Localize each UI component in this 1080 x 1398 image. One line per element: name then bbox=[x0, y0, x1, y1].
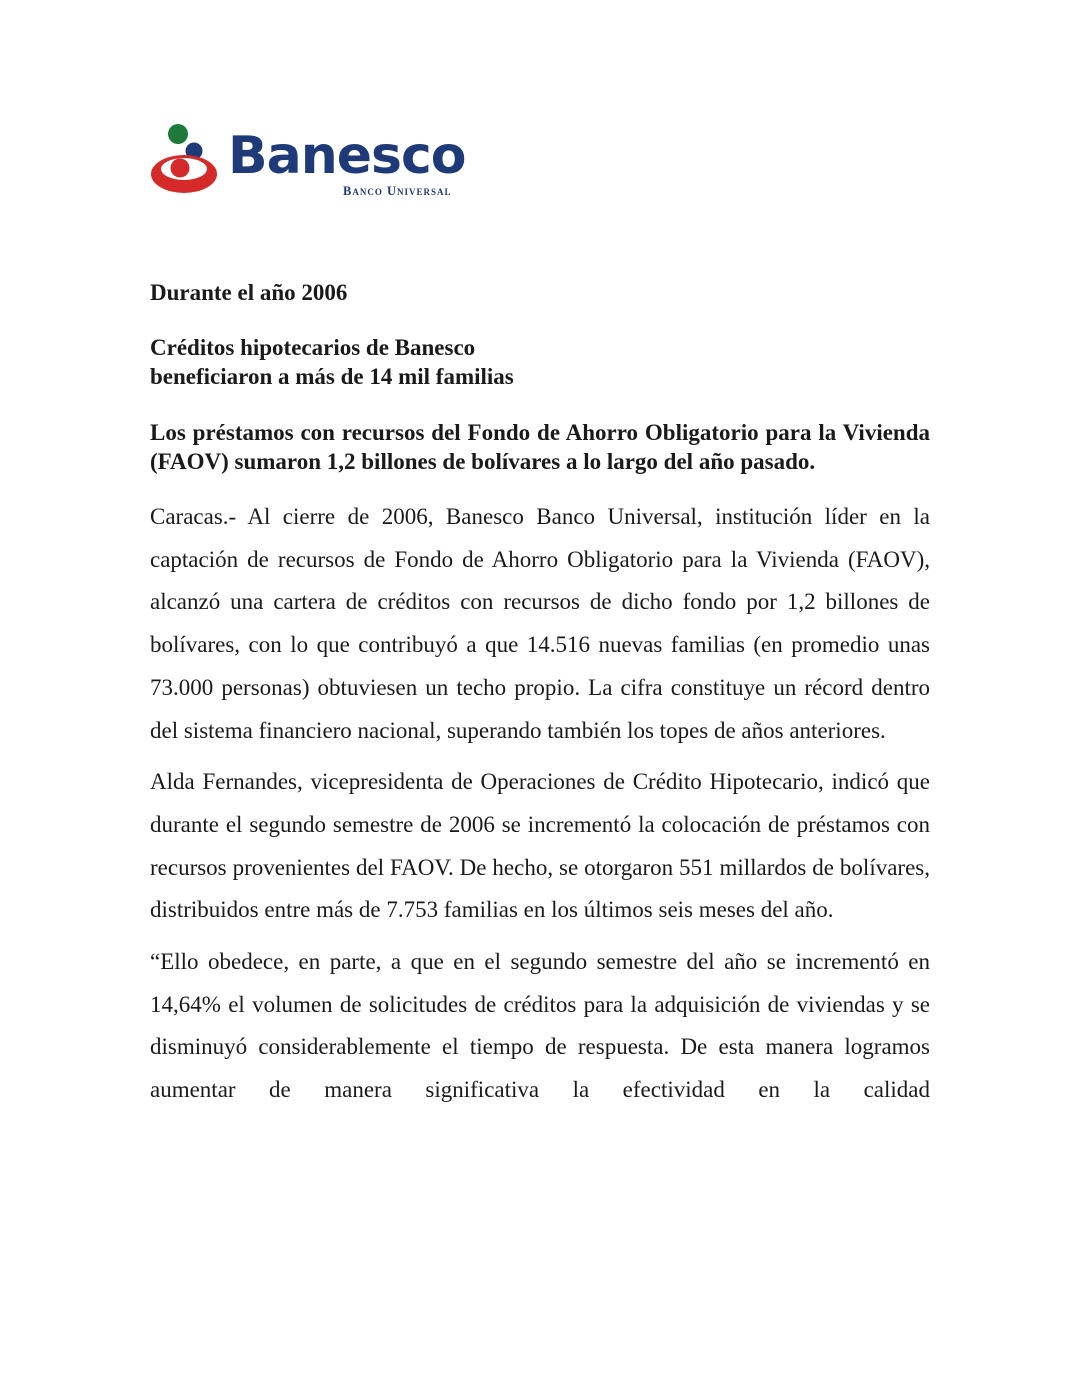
headline-line-1: Créditos hipotecarios de Banesco bbox=[150, 335, 476, 360]
headline-line-2: beneficiaron a más de 14 mil familias bbox=[150, 364, 514, 389]
banesco-logo bbox=[148, 122, 493, 202]
body-paragraph-2: Alda Fernandes, vicepresidenta de Operaciones de Crédito Hipotecario, indicó que durante el segundo semestre de 2006 se incrementó la colocación de préstamos con recursos provenientes del FAOV. De hecho, se otorgaron 551 millardos de bolívares, distribuidos entre más de 7.753 familias en los últimos seis meses del año. bbox=[150, 769, 930, 923]
body-paragraph-1: Caracas.- Al cierre de 2006, Banesco Banco Universal, institución líder en la captación de recursos de Fondo de Ahorro Obligatorio para la Vivienda (FAOV), alcanzó una cartera de créditos con recursos de dicho fondo por 1,2 billones de bolívares, con lo que contribuyó a que 14.516 nuevas familias (en promedio unas 73.000 personas) obtuviesen un techo propio. La cifra constituye un récord dentro del sistema financiero nacional, superando también los topes de años anteriores. bbox=[150, 504, 930, 743]
article-body bbox=[150, 496, 930, 1112]
article bbox=[150, 278, 930, 1121]
logo-tagline: Banco Universal bbox=[343, 184, 452, 198]
logo-wordmark: Banesco bbox=[228, 126, 466, 186]
banesco-logo-mark-icon bbox=[148, 122, 228, 202]
headline bbox=[150, 333, 930, 391]
kicker: Durante el año 2006 bbox=[150, 280, 348, 305]
body-paragraph-3: “Ello obedece, en parte, a que en el segundo semestre del año se incrementó en 14,64% el volumen de solicitudes de créditos para la adquisición de viviendas y se disminuyó considerablemente el tiempo de respuesta. De esta manera logramos aumentar de manera significativa la efectividad en la calidad bbox=[150, 949, 930, 1103]
subheadline: Los préstamos con recursos del Fondo de Ahorro Obligatorio para la Vivienda (FAOV) sumaron 1,2 billones de bolívares a lo largo del año pasado. bbox=[150, 420, 930, 474]
